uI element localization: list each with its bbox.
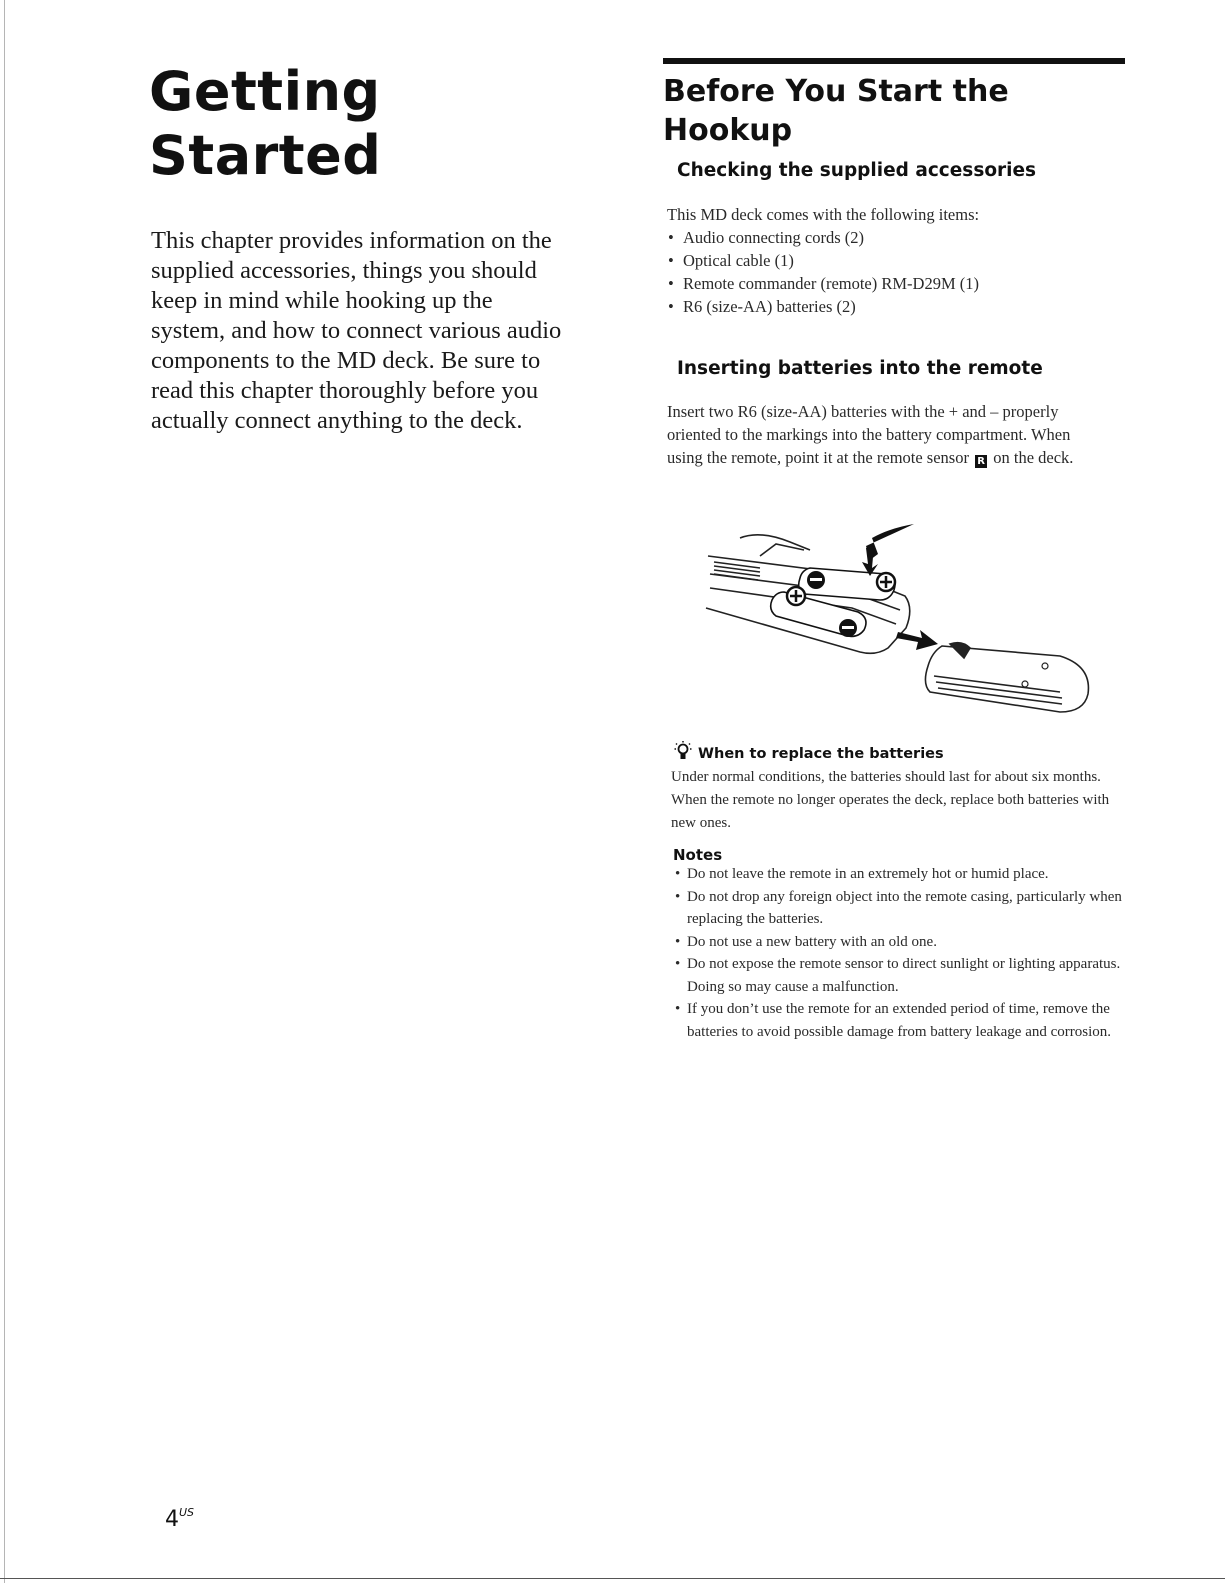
notes-list xyxy=(675,863,1125,1043)
page-number xyxy=(165,1500,194,1533)
accessories-heading: Checking the supplied accessories xyxy=(677,160,1037,181)
accessories-list xyxy=(667,226,1107,318)
list-item: • Do not expose the remote sensor to direct sunlight or lighting apparatus. Doing so may cause a malfunction. xyxy=(675,953,1125,998)
lightbulb-icon xyxy=(674,740,692,769)
section-top-rule xyxy=(663,58,1125,64)
chapter-title-line2: Started xyxy=(149,124,382,187)
batteries-instructions xyxy=(667,400,1087,469)
batteries-text-end: on the deck. xyxy=(993,448,1074,467)
list-item: • Optical cable (1) xyxy=(667,249,1107,272)
batteries-text: Insert two R6 (size-AA) batteries with the + and – properly oriented to the markings into the battery compartment. When using the remote, point it at the remote sensor xyxy=(667,402,1071,467)
chapter-intro: This chapter provides information on the supplied accessories, things you should keep in mind while hooking up the system, and how to connect various audio components to the MD deck. Be sure to read this chapter thoroughly before you actually connect anything to the deck. xyxy=(151,227,562,434)
page-edge-left xyxy=(4,0,5,1583)
page-number-value: 4 xyxy=(165,1507,179,1532)
chapter-title-line1: Getting xyxy=(149,60,381,123)
list-item: • Do not drop any foreign object into the remote casing, particularly when replacing the batteries. xyxy=(675,886,1125,931)
remote-sensor-icon: R xyxy=(975,455,987,468)
section-title-line1: Before You Start the xyxy=(663,74,1009,109)
remote-battery-illustration xyxy=(700,516,1110,731)
accessories-intro: This MD deck comes with the following items: xyxy=(667,205,980,224)
section-title-line2: Hookup xyxy=(663,113,793,148)
list-item: • Audio connecting cords (2) xyxy=(667,226,1107,249)
page-edge-bottom xyxy=(0,1578,1225,1579)
list-item: • Do not use a new battery with an old one. xyxy=(675,931,1125,954)
chapter-title xyxy=(149,60,381,188)
accessories-block xyxy=(667,203,1107,318)
list-item: • R6 (size-AA) batteries (2) xyxy=(667,295,1107,318)
page-number-suffix: US xyxy=(179,1506,195,1519)
batteries-heading: Inserting batteries into the remote xyxy=(677,358,1043,379)
tip-text: Under normal conditions, the batteries should last for about six months. When the remote no longer operates the deck, replace both batteries with new ones. xyxy=(671,769,1110,831)
notes-heading: Notes xyxy=(673,846,723,864)
tip-heading xyxy=(674,740,944,769)
list-item: • Remote commander (remote) RM-D29M (1) xyxy=(667,272,1107,295)
list-item: • Do not leave the remote in an extremely hot or humid place. xyxy=(675,863,1125,886)
tip-heading-text: When to replace the batteries xyxy=(698,746,944,762)
section-title xyxy=(663,72,1103,150)
list-item: • If you don’t use the remote for an extended period of time, remove the batteries to avoid possible damage from battery leakage and corrosion. xyxy=(675,998,1125,1043)
